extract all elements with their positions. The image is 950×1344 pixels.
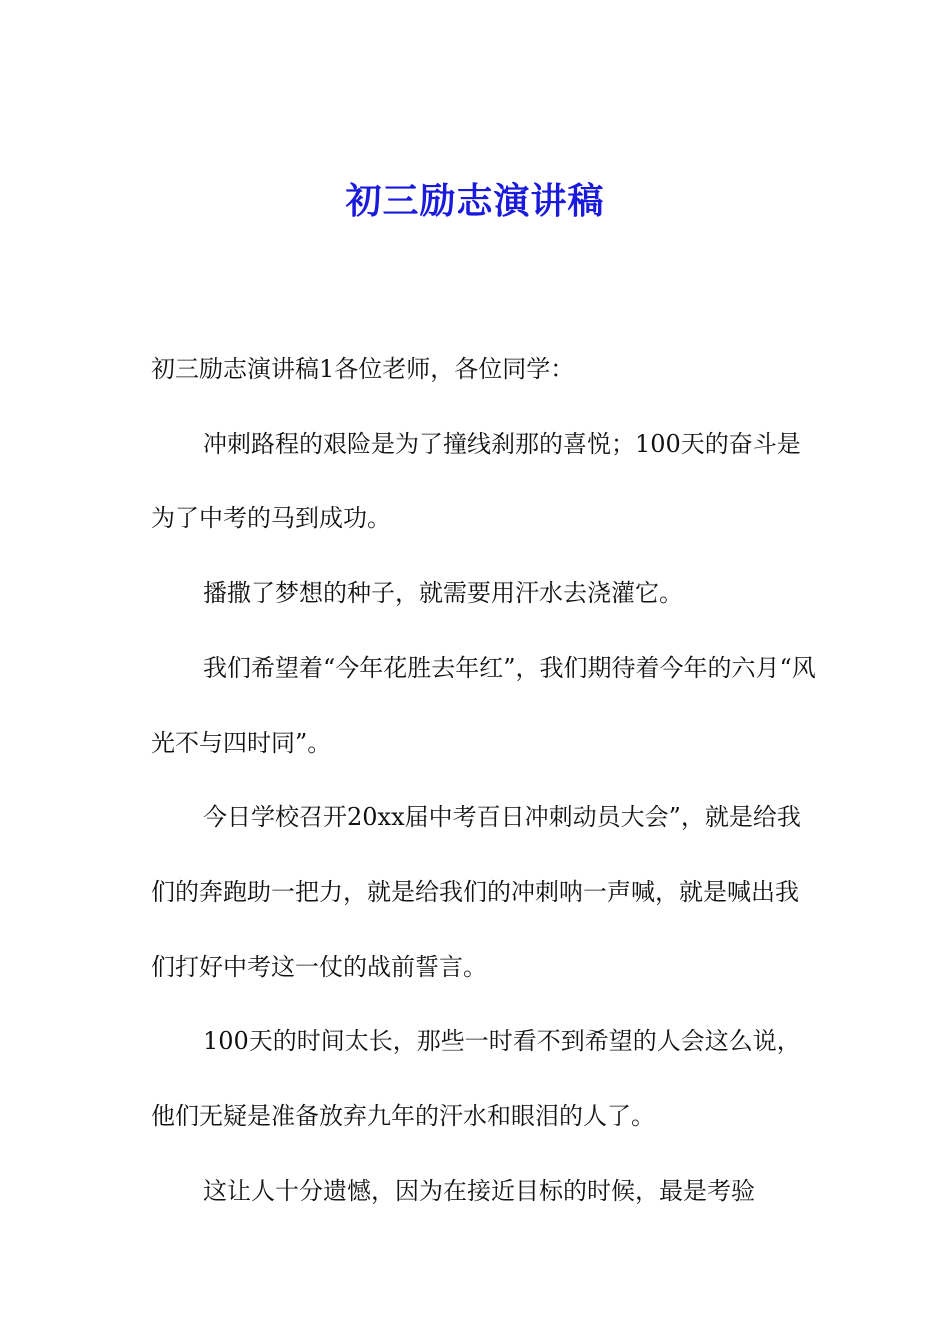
document-body (151, 332, 821, 1228)
paragraph-assembly: 今日学校召开20xx届中考百日冲刺动员大会”，就是给我们的奔跑助一把力，就是给我们的冲刺呐一声喊，就是喊出我们打好中考这一仗的战前誓言。 (151, 803, 801, 981)
paragraph-hundred-days: 100天的时间太长，那些一时看不到希望的人会这么说，他们无疑是准备放弃九年的汗水和眼泪的人了。 (151, 1027, 801, 1131)
paragraph-dream: 播撒了梦想的种子，就需要用汗水去浇灌它。 (203, 579, 683, 608)
document-title: 初三励志演讲稿 (345, 180, 605, 222)
paragraph-sprint: 冲刺路程的艰险是为了撞线刹那的喜悦；100天的奋斗是为了中考的马到成功。 (151, 429, 801, 533)
paragraph-greeting: 初三励志演讲稿1各位老师，各位同学： (151, 355, 575, 383)
paragraph-hope: 我们希望着“今年花胜去年红”，我们期待着今年的六月“风光不与四时同”。 (151, 653, 816, 757)
paragraph-regret: 这让人十分遗憾，因为在接近目标的时候，最是考验 (203, 1176, 755, 1205)
